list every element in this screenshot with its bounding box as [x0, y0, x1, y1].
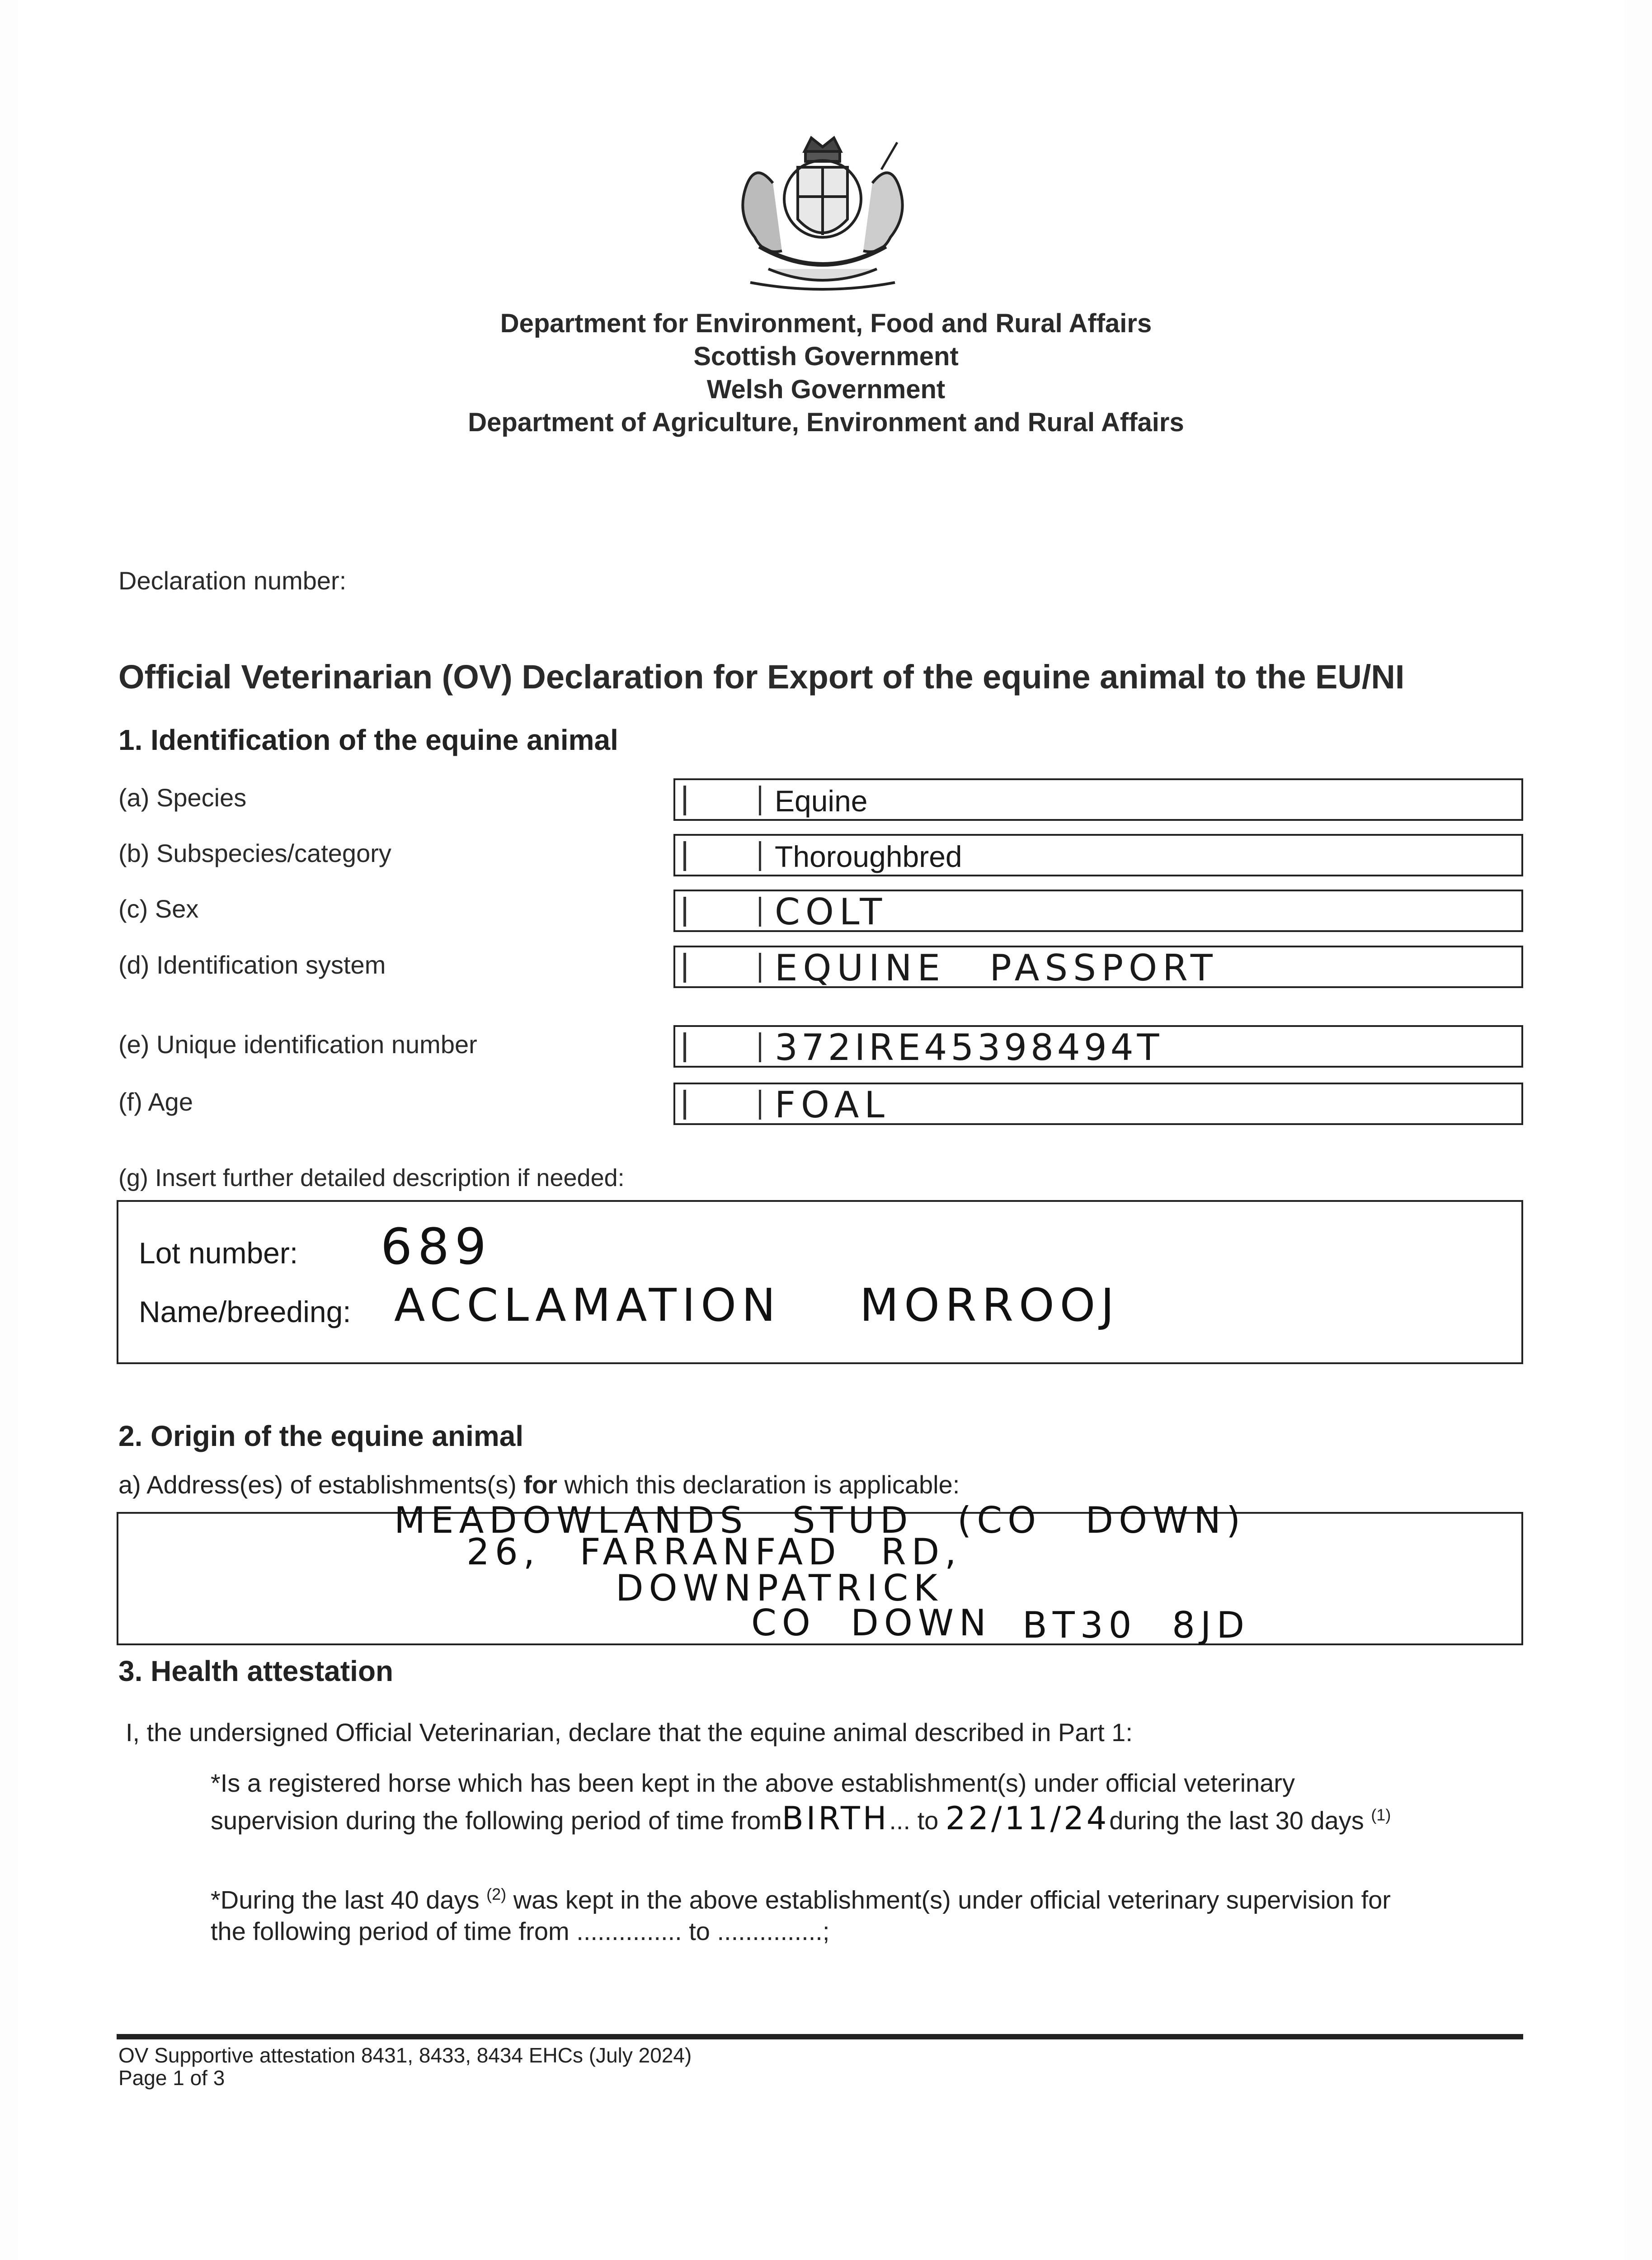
identification-system-label: (d) Identification system — [118, 951, 386, 979]
address-line-4: CO DOWN — [751, 1602, 992, 1644]
department-welsh: Welsh Government — [706, 375, 946, 404]
field-marker — [683, 1090, 686, 1120]
coat-of-arms-icon — [719, 133, 927, 296]
para1-from-value[interactable]: BIRTH — [781, 1800, 890, 1837]
address-line-2: 26, FARRANFAD RD, — [466, 1531, 962, 1573]
para2-footnote: (2) — [486, 1885, 507, 1903]
field-marker — [683, 953, 686, 983]
identification-system-field[interactable] — [673, 946, 1523, 988]
age-value: FOAL — [775, 1084, 890, 1126]
field-separator — [759, 1032, 761, 1062]
para1-to-word: to — [917, 1806, 939, 1835]
name-value-sire: ACCLAMATION — [394, 1279, 781, 1332]
age-field[interactable] — [673, 1083, 1523, 1125]
address-line-3: DOWNPATRICK — [616, 1567, 943, 1609]
uid-label: (e) Unique identification number — [118, 1030, 477, 1059]
attestation-para1-line2 — [211, 1800, 1391, 1837]
para2-text-a: *During the last 40 days — [211, 1885, 480, 1914]
name-value-dam: MORROOJ — [860, 1279, 1120, 1332]
attestation-intro: I, the undersigned Official Veterinarian, declare that the equine animal described in Part 1: — [126, 1718, 1133, 1747]
species-field[interactable] — [673, 778, 1523, 821]
section-1-heading: 1. Identification of the equine animal — [118, 724, 618, 756]
field-marker — [683, 1032, 686, 1062]
uid-value: 372IRE45398494T — [775, 1026, 1163, 1069]
section-2-heading: 2. Origin of the equine animal — [118, 1420, 524, 1452]
para1-text-b: during the last 30 days — [1109, 1806, 1364, 1835]
attestation-para2-line1 — [211, 1885, 1391, 1915]
footer-rule — [117, 2034, 1523, 2039]
section-3-heading: 3. Health attestation — [118, 1655, 394, 1687]
department-scottish: Scottish Government — [693, 342, 959, 371]
uid-field[interactable] — [673, 1025, 1523, 1068]
address-label-part1: a) Address(es) of establishments(s) — [118, 1470, 517, 1499]
attestation-para1-line1: *Is a registered horse which has been kept in the above establishment(s) under official veterinary — [211, 1769, 1295, 1797]
address-label — [118, 1470, 960, 1499]
subspecies-field[interactable] — [673, 834, 1523, 876]
subspecies-value: Thoroughbred — [775, 840, 962, 873]
field-marker — [683, 786, 686, 815]
field-separator — [759, 1090, 761, 1120]
department-defra: Department for Environment, Food and Rural Affairs — [500, 309, 1152, 338]
department-daera: Department of Agriculture, Environment and Rural Affairs — [468, 408, 1184, 437]
age-label: (f) Age — [118, 1088, 193, 1116]
species-value: Equine — [775, 784, 868, 818]
field-separator — [759, 897, 761, 927]
document-title: Official Veterinarian (OV) Declaration for Export of the equine animal to the EU/NI — [118, 658, 1405, 696]
address-label-for: for — [523, 1470, 557, 1499]
species-label: (a) Species — [118, 783, 247, 812]
sex-value: COLT — [775, 891, 888, 933]
field-marker — [683, 897, 686, 927]
para1-to-value[interactable]: 22/11/24 — [945, 1800, 1110, 1837]
further-description-label: (g) Insert further detailed description if needed: — [118, 1164, 625, 1191]
further-description-box[interactable] — [117, 1200, 1523, 1364]
declaration-number-label: Declaration number: — [118, 566, 347, 595]
page-number: Page 1 of 3 — [118, 2066, 225, 2090]
field-marker — [683, 841, 686, 871]
address-label-part2: which this declaration is applicable: — [564, 1470, 960, 1499]
sex-field[interactable] — [673, 890, 1523, 932]
para1-dots: ... — [889, 1806, 911, 1835]
footer-reference: OV Supportive attestation 8431, 8433, 8434 EHCs (July 2024) — [118, 2043, 692, 2067]
sex-label: (c) Sex — [118, 895, 199, 923]
address-postcode: BT30 8JD — [1022, 1604, 1250, 1646]
identification-system-value: EQUINE PASSPORT — [775, 947, 1218, 989]
subspecies-label: (b) Subspecies/category — [118, 839, 391, 867]
para1-footnote: (1) — [1371, 1805, 1391, 1824]
lot-number-label: Lot number: — [139, 1236, 298, 1270]
name-breeding-label: Name/breeding: — [139, 1295, 351, 1328]
para2-text-b: was kept in the above establishment(s) under official veterinary supervision for — [513, 1885, 1391, 1914]
field-separator — [759, 786, 761, 815]
para1-text-a: supervision during the following period of time from — [211, 1806, 782, 1835]
field-separator — [759, 841, 761, 871]
attestation-para2-line2: the following period of time from ............... to ...............; — [211, 1917, 830, 1945]
address-box[interactable] — [117, 1499, 1523, 1646]
address-line-1: MEADOWLANDS STUD (CO DOWN) — [394, 1499, 1246, 1541]
lot-number-value: 689 — [381, 1218, 492, 1276]
field-separator — [759, 953, 761, 983]
